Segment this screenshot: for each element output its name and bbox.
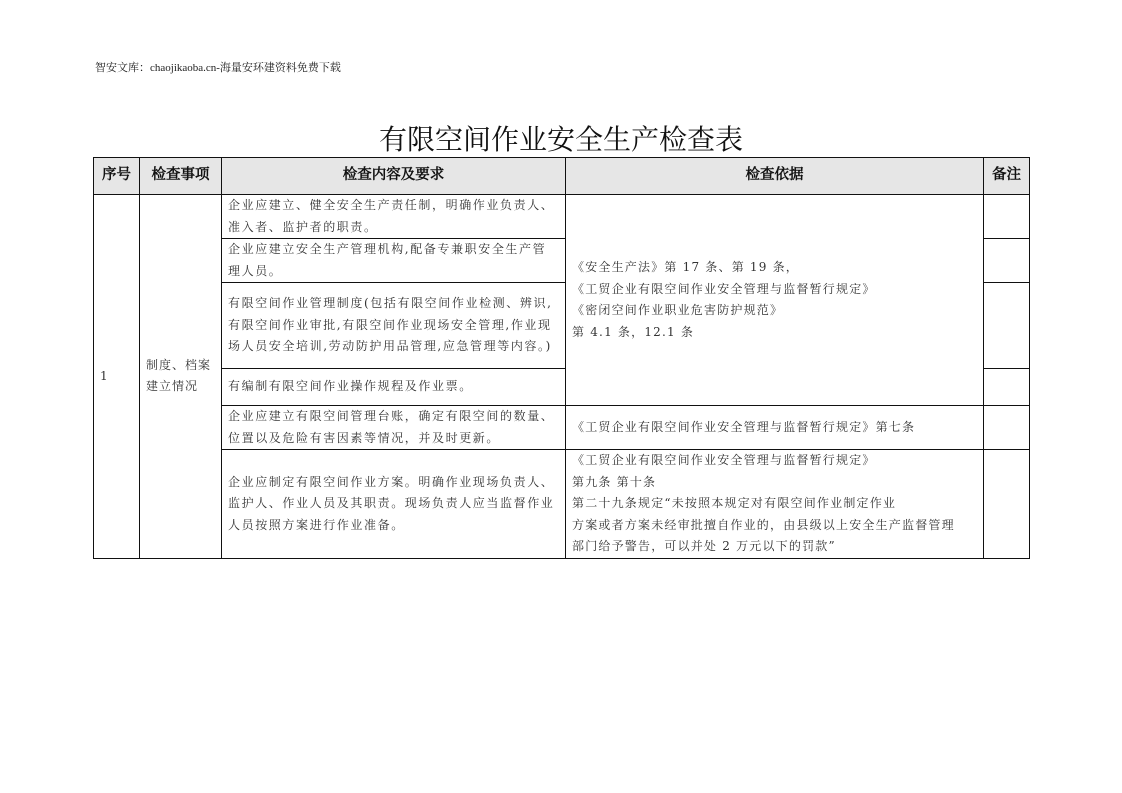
table-row [94,195,1030,239]
seq-cell: 1 [94,195,140,559]
note-cell [984,369,1030,406]
note-cell [984,406,1030,450]
basis-cell [566,450,984,559]
table-header-row [94,158,1030,195]
note-cell [984,239,1030,283]
content-cell: 企业应建立、健全安全生产责任制，明确作业负责人、准入者、监护者的职责。 [222,195,566,239]
table-row [94,406,1030,450]
header-watermark-note: 智安文库：chaojikaoba.cn-海量安环建资料免费下载 [95,62,341,74]
basis-line: 第九条 第十条 [572,474,657,489]
basis-cell [566,406,984,450]
header-basis: 检查依据 [566,158,984,195]
content-cell: 企业应建立安全生产管理机构,配备专兼职安全生产管理人员。 [222,239,566,283]
inspection-table [93,157,1030,559]
header-note: 备注 [984,158,1030,195]
basis-line: 《工贸企业有限空间作业安全管理与监督暂行规定》第七条 [572,419,916,434]
basis-cell [566,195,984,406]
basis-line: 部门给予警告，可以并处 2 万元以下的罚款” [572,539,836,553]
basis-line: 《密闭空间作业职业危害防护规范》 [572,303,784,317]
content-cell: 企业应制定有限空间作业方案。明确作业现场负责人、监护人、作业人员及其职责。现场负责人应当监督作业人员按照方案进行作业准备。 [222,450,566,559]
header-item: 检查事项 [140,158,222,195]
note-cell [984,283,1030,369]
header-seq: 序号 [94,158,140,195]
content-cell: 有限空间作业管理制度(包括有限空间作业检测、辨识,有限空间作业审批,有限空间作业现场安全管理,作业现场人员安全培训,劳动防护用品管理,应急管理等内容。) [222,283,566,369]
table-row [94,450,1030,559]
page-title: 有限空间作业安全生产检查表 [378,123,743,156]
item-cell: 制度、档案建立情况 [140,195,222,559]
header-content: 检查内容及要求 [222,158,566,195]
content-cell: 企业应建立有限空间管理台账，确定有限空间的数量、位置以及危险有害因素等情况，并及时更新。 [222,406,566,450]
note-cell [984,195,1030,239]
basis-line: 方案或者方案未经审批擅自作业的，由县级以上安全生产监督管理 [572,517,955,532]
basis-line: 第 4.1 条，12.1 条 [572,324,695,339]
basis-line: 《安全生产法》第 17 条、第 19 条， [572,260,799,274]
note-cell [984,450,1030,559]
basis-line: 第二十九条规定“未按照本规定对有限空间作业制定作业 [572,496,897,510]
basis-line: 《工贸企业有限空间作业安全管理与监督暂行规定》 [572,281,876,296]
content-cell: 有编制有限空间作业操作规程及作业票。 [222,369,566,406]
basis-line: 《工贸企业有限空间作业安全管理与监督暂行规定》 [572,453,876,467]
